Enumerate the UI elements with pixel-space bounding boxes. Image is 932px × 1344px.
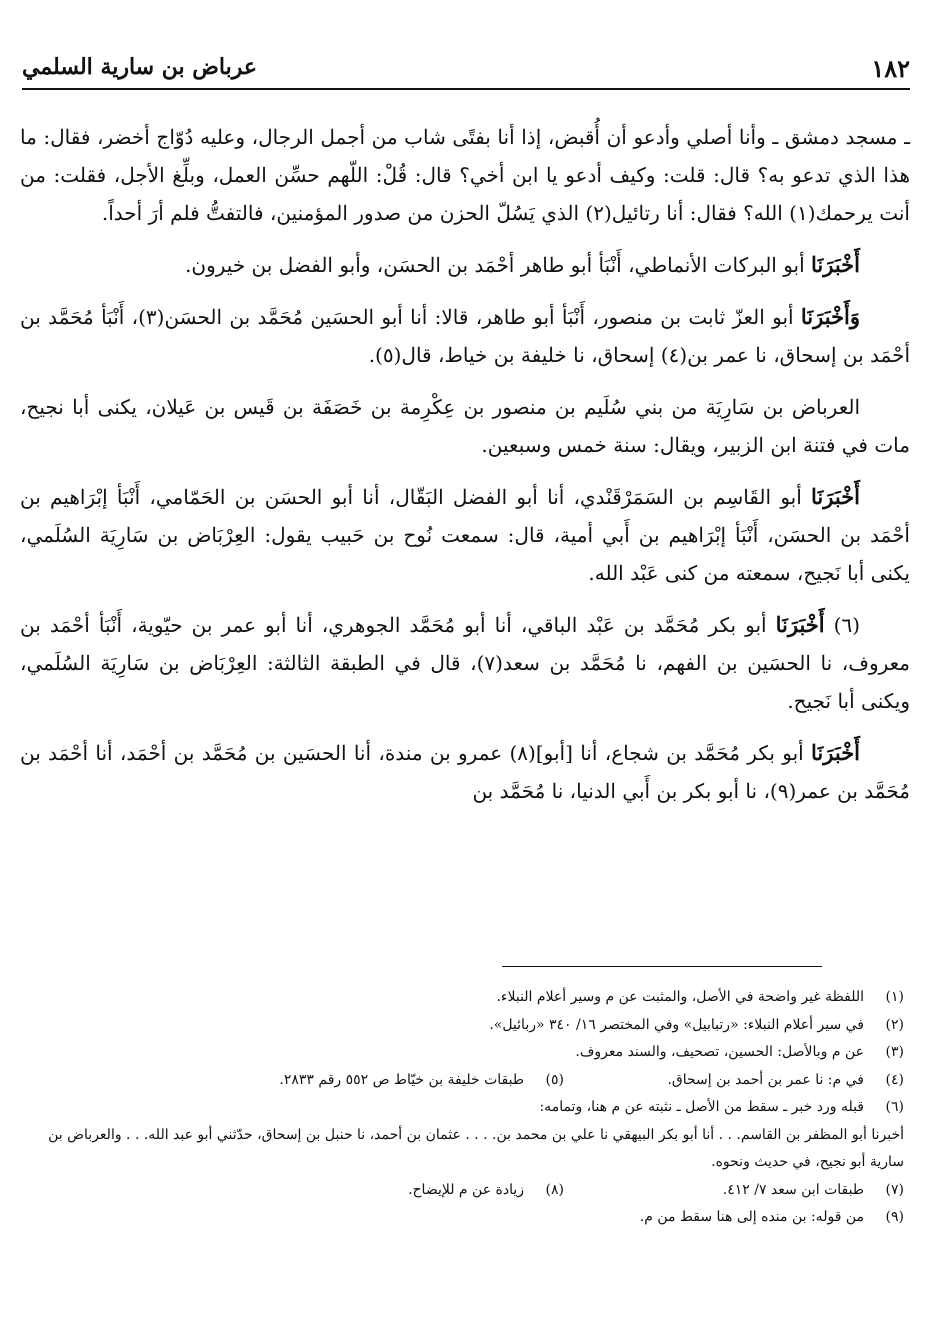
main-text <box>20 118 910 824</box>
footnote: (١) اللفظة غير واضحة في الأصل، والمثبت عن م وسير أعلام النبلاء. <box>496 989 904 1005</box>
footnote-continuation: أخبرنا أبو المظفر بن القاسم. . . أنا أبو بكر البيهقي نا علي بن محمد بن. . . . عثمان بن أحمد، نا حنبل بن إسحاق، حدّثني أبو عبد الله. . . والعرباض بن سارية أبو نجيح، في حديث ونحوه. <box>48 1126 904 1170</box>
footnote: (٣) عن م وبالأصل: الحسين، تصحيف، والسند معروف. <box>575 1044 904 1060</box>
lead-word: وَأَخْبَرَنَا <box>800 304 861 329</box>
page-number: ١٨٢ <box>871 54 910 83</box>
footnote: (٦) قبله ورد خبر ـ سقط من الأصل ـ نثبته عن م هنا، وتمامه: <box>539 1099 904 1115</box>
page-header <box>22 50 910 88</box>
paragraph: ـ مسجد دمشق ـ وأنا أصلي وأدعو أن أُقبض، إذا أنا بفتًى شاب من أجمل الرجال، وعليه دُوّاج أخضر، فقال: ما هذا الذي تدعو به؟ قال: قلت: وكيف أدعو يا ابن أخي؟ قال: قُلْ: اللّهم حسِّن العمل، وبلِّغ الأجل، فقلت: من أنت يرحمك(١) الله؟ فقال: أنا رتائيل(٢) الذي يَسُلّ الحزن من صدور المؤمنين، فالتفتُّ فلم أرَ أحداً. <box>20 125 910 225</box>
paragraph: أَخْبَرَنَا أبو البركات الأنماطي، أَنْبَأ أبو طاهر أحْمَد بن الحسَن، وأبو الفضل بن خيرون. <box>185 252 860 277</box>
footnote-rule <box>502 966 822 967</box>
running-title: عرباض بن سارية السلمي <box>22 54 257 80</box>
paragraph: وَأَخْبَرَنَا أبو العزّ ثابت بن منصور، أَنْبَأ أبو طاهر، قالا: أنا أبو الحسَين مُحَمَّد بن الحسَن(٣)، أَنْبَأ مُحَمَّد بن أحْمَد بن إسحاق، نا عمر بن(٤) إسحاق، نا خليفة بن خياط، قال(٥). <box>20 304 910 367</box>
paragraph: العرباض بن سَارِيَة من بني سُلَيم بن منصور بن عِكْرِمة بن خَصَفَة بن قَيس بن عَيلان، يكنى أبا نجيح، مات في فتنة ابن الزبير، ويقال: سنة خمس وسبعين. <box>20 395 910 457</box>
footnote: (٤) في م: نا عمر بن أحمد بن إسحاق. (٥) طبقات خليفة بن خيّاط ص ٥٥٢ رقم ٢٨٣٣. <box>279 1071 904 1088</box>
paragraph: (٦) أَخْبَرَنَا أبو بكر مُحَمَّد بن عَبْد الباقي، أنا أبو مُحَمَّد الجوهري، أنا أبو عمر بن حيّوية، أَنْبَأ أحْمَد بن معروف، نا الحسَين بن الفهم، نا مُحَمَّد بن سعد(٧)، قال في الطبقة الثالثة: العِرْبَاض بن سَارِيَة السُلَمي، ويكنى أبا نَجيح. <box>20 612 910 713</box>
paragraph: أَخْبَرَنَا أبو القَاسِم بن السَمَرْقَنْدي، أنا أبو الفضل البَقّال، أنا أبو الحسَن بن الحَمّامي، أَنْبَأ إبْرَاهيم بن أحْمَد بن الحسَن، أَنْبَأ إبْرَاهيم بن أَبي أمية، قال: سمعت نُوح بن حَبيب يقول: العِرْبَاض بن سَارِيَة السُلَمي، يكنى أبا نَجيح، سمعته من كنى عَبْد الله. <box>20 484 910 585</box>
footnote: (٢) في سير أعلام النبلاء: «رتبابيل» وفي المختصر ١٦/ ٣٤٠ «ربائيل». <box>489 1016 904 1033</box>
header-rule <box>22 88 910 90</box>
footnotes <box>22 984 904 1232</box>
lead-word: أَخْبَرَنَا <box>811 740 861 765</box>
footnote: (٩) من قوله: بن منده إلى هنا سقط من م. <box>639 1209 904 1225</box>
footnote-ref: (٦) <box>833 613 861 637</box>
paragraph: أَخْبَرَنَا أبو بكر مُحَمَّد بن شجاع، أنا [أبو](٨) عمرو بن مندة، أنا الحسَين بن مُحَمَّد بن أحْمَد، أنا أحْمَد بن مُحَمَّد بن عمر(٩)، نا أبو بكر بن أَبي الدنيا، نا مُحَمَّد بن <box>20 740 910 803</box>
lead-word: أَخْبَرَنَا <box>775 612 825 637</box>
lead-word: أَخْبَرَنَا <box>811 252 860 277</box>
lead-word: أَخْبَرَنَا <box>811 484 861 509</box>
footnote: (٧) طبقات ابن سعد ٧/ ٤١٢. (٨) زيادة عن م للإيضاح. <box>408 1181 904 1198</box>
